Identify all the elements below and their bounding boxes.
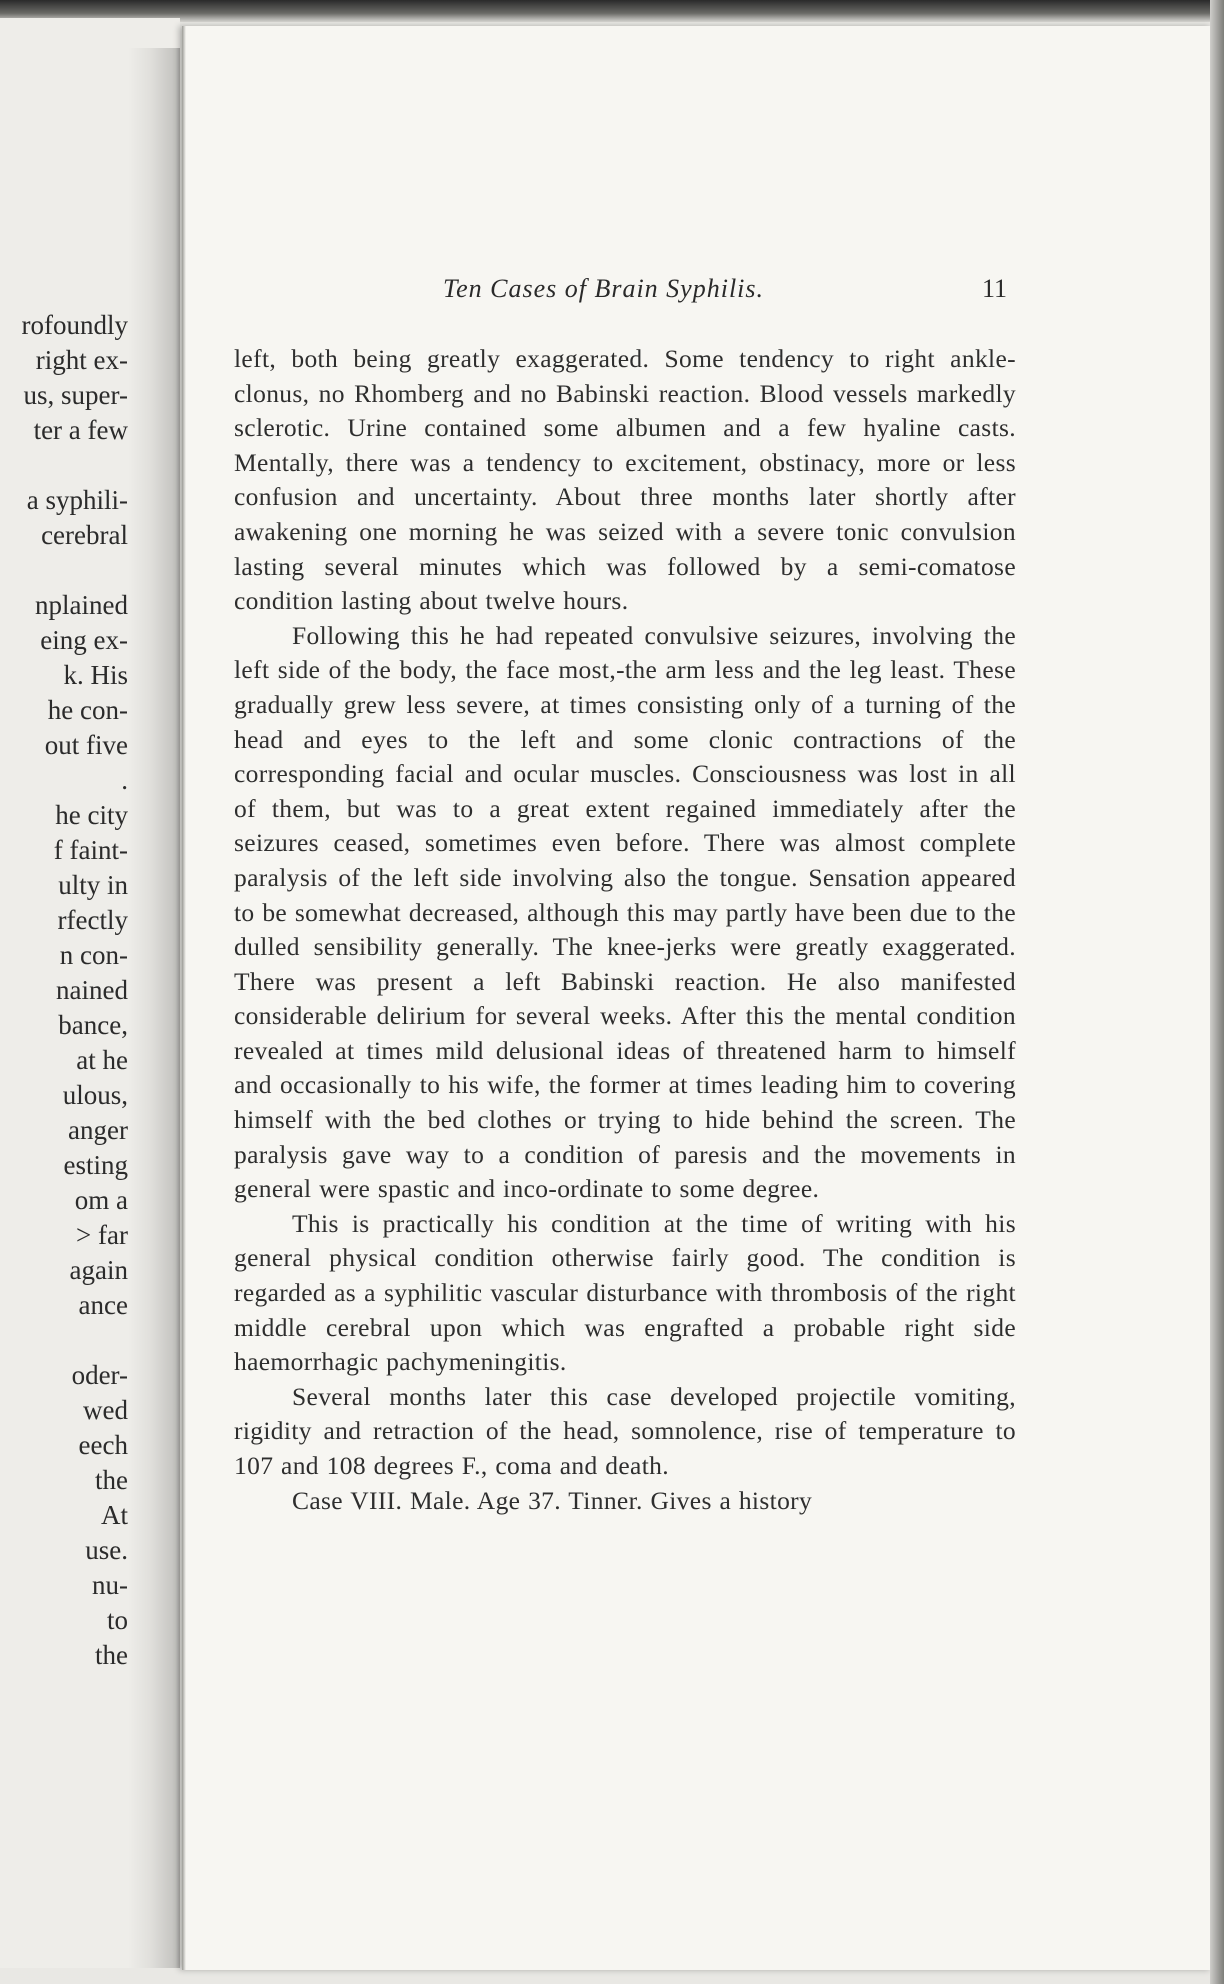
facing-page-line: anger [68, 1115, 128, 1145]
paragraph-5: Case VIII. Male. Age 37. Tinner. Gives a history [292, 1485, 813, 1515]
scan-right-edge [1210, 0, 1224, 1984]
book-page [182, 26, 1212, 1970]
facing-page-line: nu- [92, 1570, 128, 1600]
facing-page-line: right ex- [35, 345, 128, 375]
facing-page-line: . [121, 765, 128, 795]
page-number: 11 [982, 274, 1008, 303]
facing-page-line: esting [63, 1150, 128, 1180]
running-head [182, 274, 1212, 310]
facing-page-left [0, 18, 180, 1968]
facing-page-line: om a [74, 1185, 128, 1215]
facing-page-line: he city [55, 800, 128, 830]
body-text [234, 342, 1016, 1518]
paragraph-3: This is practically his condition at the time of writing with his general physical condition otherwise fairly good. The condition is regarded as a syphilitic vascular disturbance with thrombosis of the right middle cerebral upon which was engrafted a probable right side haemorrhagic pachymeningitis. [234, 1208, 1016, 1377]
facing-page-line: bance, [58, 1010, 128, 1040]
facing-page-line: oder- [71, 1360, 128, 1390]
facing-page-line: a syphili- [26, 485, 128, 515]
facing-page-line: > far [76, 1220, 128, 1250]
paragraph-2: Following this he had repeated convulsive seizures, involving the left side of the body, the face most,-the arm less and the leg least. These gradually grew less severe, at times consisting only of a turning of the head and eyes to the left and some clonic contractions of the corresponding facial and ocular muscles. Consciousness was lost in all of them, but was to a great extent regained immediately after the seizures ceased, sometimes even before. There was almost complete paralysis of the left side involving also the tongue. Sensation appeared to be somewhat decreased, although this may partly have been due to the dulled sensibility generally. The knee-jerks were greatly exaggerated. There was present a left Babinski reaction. He also manifested considerable delirium for several weeks. After this the mental condition revealed at times mild delusional ideas of threatened harm to himself and occasionally to his wife, the former at times leading him to covering himself with the bed clothes or trying to hide behind the screen. The paralysis gave way to a condition of paresis and the movements in general were spastic and inco-ordinate to some degree. [234, 620, 1016, 1204]
paragraph-1: left, both being greatly exaggerated. Some tendency to right ankle-clonus, no Rhomberg and no Babinski reaction. Blood vessels markedly sclerotic. Urine contained some albumen and a few hyaline casts. Mentally, there was a tendency to excitement, obstinacy, more or less confusion and uncertainty. About three months later shortly after awakening one morning he was seized with a severe tonic convulsion lasting several minutes which was followed by a semi-comatose condition lasting about twelve hours. [234, 344, 1016, 616]
paragraph-4: Several months later this case developed projectile vomiting, rigidity and retraction of the head, somnolence, rise of temperature to 107 and 108 degrees F., coma and death. [234, 1381, 1016, 1480]
facing-page-line: wed [83, 1395, 128, 1425]
facing-page-line: rofoundly [21, 310, 128, 340]
facing-page-line: f faint- [53, 835, 128, 865]
facing-page-line: the [95, 1640, 128, 1670]
facing-page-line: ance [78, 1290, 128, 1320]
facing-page-line: k. His [63, 660, 128, 690]
facing-page-line: eing ex- [40, 625, 128, 655]
facing-page-line: use. [85, 1535, 128, 1565]
facing-page-line: out five [44, 730, 128, 760]
facing-page-line: ulty in [58, 870, 128, 900]
facing-page-line: At [101, 1500, 128, 1530]
facing-page-line: the [95, 1465, 128, 1495]
facing-page-line: nplained [35, 590, 128, 620]
facing-page-line: rfectly [57, 905, 128, 935]
facing-page-line: at he [76, 1045, 128, 1075]
running-head-title: Ten Cases of Brain Syphilis. [443, 274, 765, 303]
facing-page-line: again [69, 1255, 128, 1285]
scan-top-edge [0, 0, 1224, 22]
facing-page-line: n con- [59, 940, 128, 970]
page-edge [182, 26, 186, 1970]
facing-page-line: to [106, 1605, 128, 1635]
facing-page-line: cerebral [41, 520, 128, 550]
facing-page-line: he con- [47, 695, 128, 725]
page-gutter-shadow [128, 48, 180, 1968]
facing-page-line: ter a few [33, 415, 128, 445]
facing-page-line: eech [78, 1430, 128, 1460]
facing-page-line: nained [56, 975, 128, 1005]
facing-page-line: us, super- [23, 380, 128, 410]
facing-page-line: ulous, [62, 1080, 128, 1110]
